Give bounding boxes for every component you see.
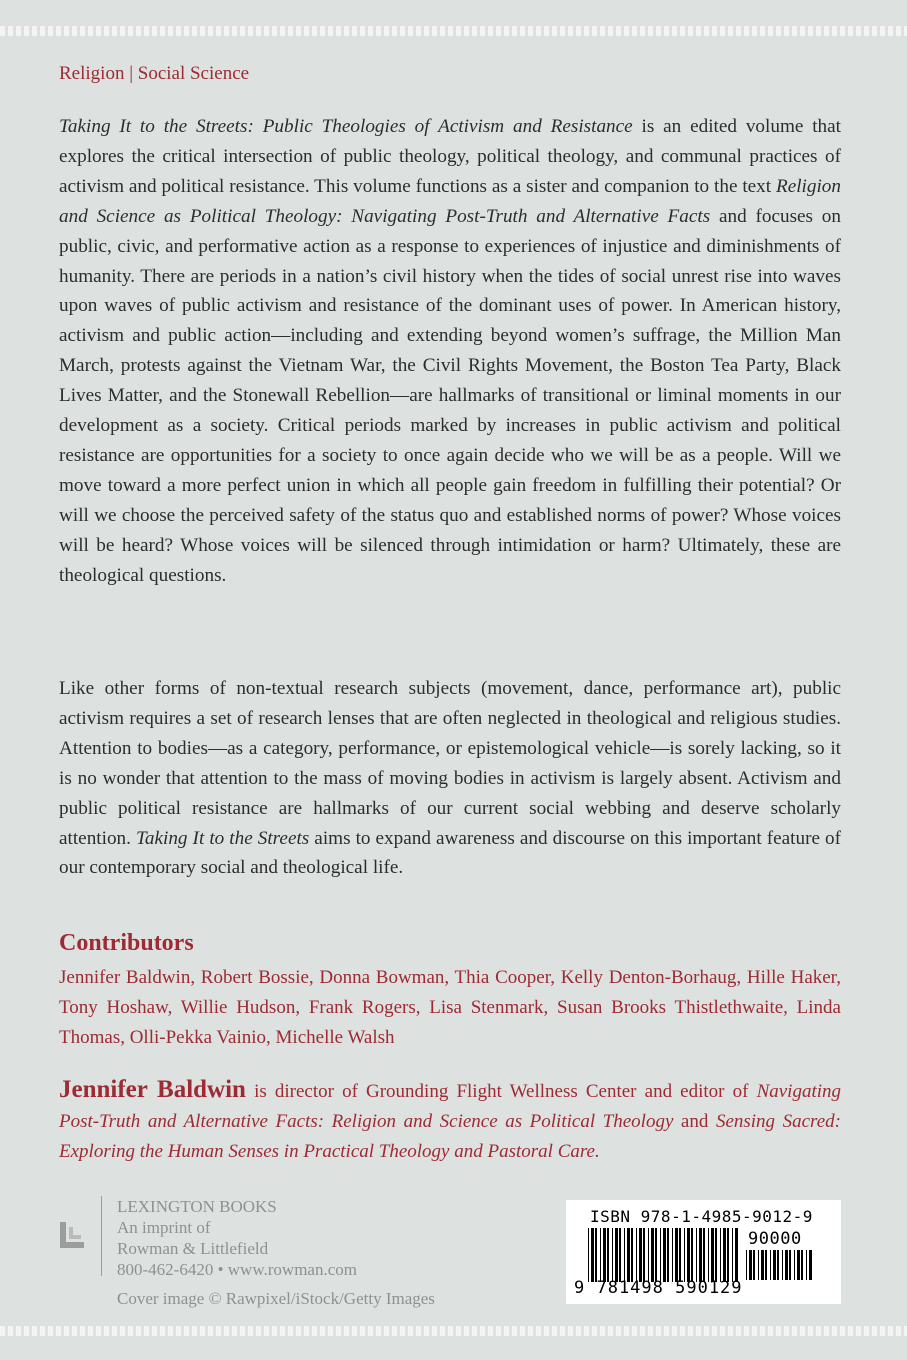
barcode-bar (746, 1250, 747, 1280)
barcode-bar (794, 1250, 795, 1280)
description-segment: is an edited volume that explores the critical intersection of public theology, political theology, and communal practices of activism and political resistance. This volume functions as a sister and companion to the text (59, 116, 841, 197)
description-segment: Like other forms of non-textual research subjects (movement, dance, performance art), public activism requires a set of research lenses that are often neglected in theological and religious studies. Attention to bodies—as a category, performance, or epistemological vehicle—is sorely lacking, so it is no wonder that attention to the mass of moving bodies in activism is largely absent. Activism and public political resistance are hallmarks of our current social webbing and deserve scholarly attention. (59, 678, 841, 849)
barcode-bar (619, 1228, 621, 1282)
barcode-bar (785, 1250, 788, 1280)
barcode-bar (696, 1228, 697, 1282)
barcode-bar (727, 1228, 729, 1282)
bio-book-title: Navigating Post-Truth and Alternative Facts: Religion and Science as Political Theology (59, 1081, 842, 1132)
category-label: Religion | Social Science (59, 63, 250, 84)
barcode-bar (595, 1228, 597, 1282)
bio-text: and (673, 1111, 716, 1132)
contributors-heading: Contributors (59, 930, 194, 956)
barcode-bar (631, 1228, 633, 1282)
barcode-bar (591, 1228, 594, 1282)
barcode-bar (636, 1228, 637, 1282)
barcode-bar (703, 1228, 705, 1282)
publisher-imprint-line: An imprint of (117, 1218, 211, 1237)
barcode-bar (648, 1228, 649, 1282)
lexington-books-logo-icon (60, 1222, 88, 1252)
barcode-bar (770, 1250, 771, 1280)
barcode-bar (672, 1228, 673, 1282)
barcode-bar (687, 1228, 690, 1282)
publisher-divider (101, 1196, 102, 1276)
barcode-bar (761, 1250, 764, 1280)
barcode-bar (809, 1250, 812, 1280)
description-segment: Taking It to the Streets: Public Theologies of Activism and Resistance (59, 116, 633, 137)
barcode-bar (643, 1228, 645, 1282)
bio-book-title: Sensing Sacred: Exploring the Human Senses in Practical Theology and Pastoral Care. (59, 1111, 841, 1162)
cover-credit: Cover image © Rawpixel/iStock/Getty Images (117, 1289, 435, 1308)
barcode-bar (615, 1228, 618, 1282)
barcode-bar (720, 1228, 721, 1282)
barcode-bar (655, 1228, 657, 1282)
isbn-number: ISBN 978-1-4985-9012-9 (590, 1207, 813, 1226)
barcode-bar (627, 1228, 630, 1282)
barcode-bar (607, 1228, 609, 1282)
barcode-bar (782, 1250, 783, 1280)
barcode-bar (667, 1228, 669, 1282)
barcode-bar (749, 1250, 752, 1280)
barcode-supplement: 90000 (748, 1229, 802, 1249)
barcode-bar (711, 1228, 714, 1282)
barcode-bar (758, 1250, 759, 1280)
bio-text: is director of Grounding Flight Wellness Center and editor of (245, 1081, 757, 1102)
publisher-info (117, 1196, 357, 1280)
barcode-bar (777, 1250, 779, 1280)
barcode-bar (603, 1228, 606, 1282)
barcode-bar (639, 1228, 642, 1282)
barcode-bar (699, 1228, 702, 1282)
publisher-contact: 800-462-6420 • www.rowman.com (117, 1260, 357, 1279)
barcode-panel (566, 1200, 841, 1304)
description-paragraph-2 (59, 674, 841, 883)
contributors-list: Jennifer Baldwin, Robert Bossie, Donna Bowman, Thia Cooper, Kelly Denton-Borhaug, Hille Haker, Tony Hoshaw, Willie Hudson, Frank Rogers, Lisa Stenmark, Susan Brooks Thistlethwaite, Linda Thomas, Olli-Pekka Vainio, Michelle Walsh (59, 967, 841, 1048)
barcode-bar (773, 1250, 776, 1280)
author-bio (59, 1075, 841, 1167)
barcode-bar (801, 1250, 803, 1280)
barcode-bar (651, 1228, 654, 1282)
barcode-bar (691, 1228, 693, 1282)
barcode-bar (660, 1228, 661, 1282)
description-paragraph-1 (59, 112, 841, 591)
publisher-parent: Rowman & Littlefield (117, 1239, 269, 1258)
barcode-bar (715, 1228, 717, 1282)
ean-barcode-bars (588, 1228, 738, 1282)
barcode-bar (684, 1228, 685, 1282)
barcode-bar (732, 1228, 733, 1282)
barcode-bar (663, 1228, 666, 1282)
author-name: Jennifer Baldwin (59, 1076, 246, 1103)
description-segment: Religion and Science as Political Theology: Navigating Post-Truth and Alternative Facts (59, 175, 841, 227)
publisher-name: LEXINGTON BOOKS (117, 1197, 277, 1216)
top-decorative-border (0, 26, 907, 36)
barcode-bar (753, 1250, 755, 1280)
barcode-bar (624, 1228, 625, 1282)
description-segment: and focuses on public, civic, and performative action as a response to experiences of injustice and diminishments of humanity. There are periods in a nation’s civil history when the tides of social unrest rise into waves upon waves of public activism and resistance of the dominant uses of power. In American history, activism and public action—including and extending beyond women’s suffrage, the Million Man March, protests against the Vietnam War, the Civil Rights Movement, the Boston Tea Party, Black Lives Matter, and the Stonewall Rebellion—are hallmarks of transitional or liminal moments in our development as a society. Critical periods marked by increases in public activism and political resistance are opportunities for a society to once again decide who we will be as a people. Will we move toward a more perfect union in which all people gain freedom in fulfilling their potential? Or will we choose the perceived safety of the status quo and established norms of power? Whose voices will be heard? Whose voices will be silenced through intimidation or harm? Ultimately, these are theological questions. (59, 205, 841, 586)
barcode-bar (806, 1250, 807, 1280)
bottom-decorative-border (0, 1326, 907, 1336)
supplement-barcode-bars (746, 1250, 812, 1280)
barcode-bar (723, 1228, 726, 1282)
barcode-bar (612, 1228, 613, 1282)
ean-number: 9 781498 590129 (574, 1278, 743, 1298)
barcode-bar (588, 1228, 589, 1282)
barcode-bar (765, 1250, 767, 1280)
barcode-bar (675, 1228, 678, 1282)
barcode-bar (600, 1228, 601, 1282)
barcode-bar (708, 1228, 709, 1282)
barcode-bar (797, 1250, 800, 1280)
barcode-bar (735, 1228, 738, 1282)
barcode-bar (679, 1228, 681, 1282)
description-segment: aims to expand awareness and discourse on this important feature of our contemporary social and theological life. (59, 827, 841, 879)
description-segment: Taking It to the Streets (135, 827, 310, 849)
barcode-bar (789, 1250, 791, 1280)
